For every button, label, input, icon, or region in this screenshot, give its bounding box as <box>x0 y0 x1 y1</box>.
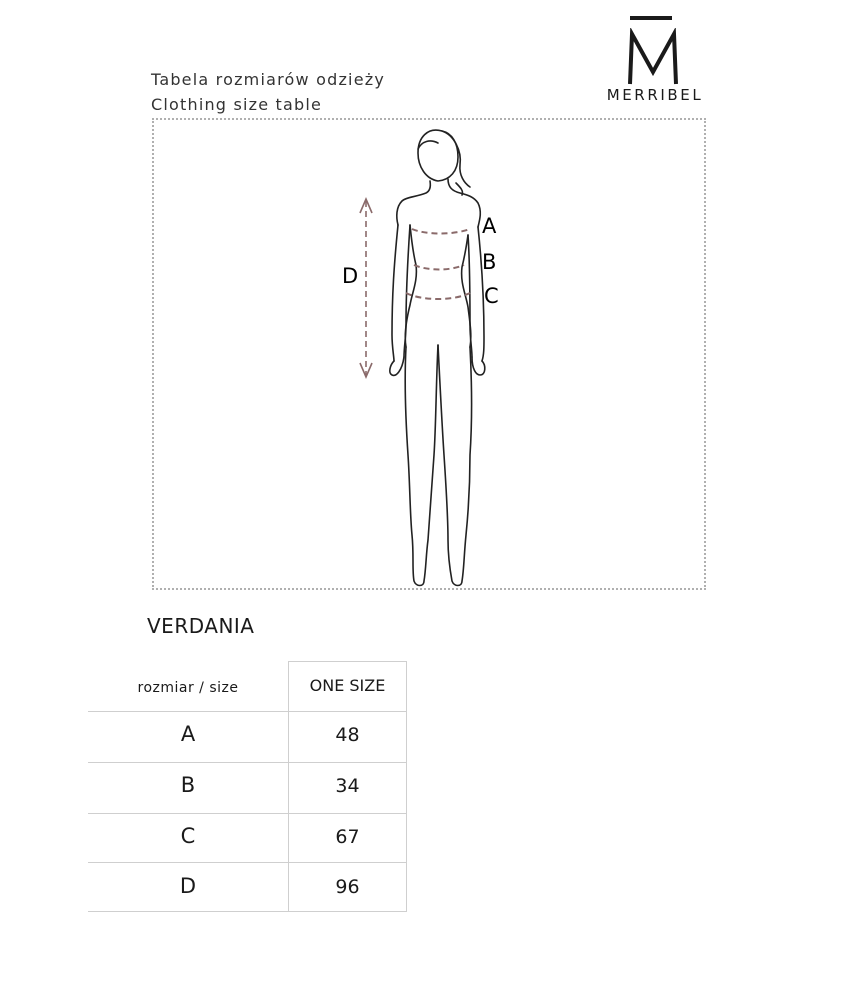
title-polish: Tabela rozmiarów odzieży <box>151 70 386 89</box>
brand-name: MERRIBEL <box>606 86 704 104</box>
logo-m-icon <box>622 28 684 86</box>
measure-line-b <box>414 265 464 270</box>
body-outline <box>390 130 485 585</box>
table-row-divider <box>88 762 406 763</box>
table-header-size-label: rozmiar / size <box>137 680 239 696</box>
measure-line-c <box>406 293 470 299</box>
measure-arrow-d <box>360 199 372 377</box>
table-row-label-a: A <box>180 722 196 746</box>
table-header-one-size: ONE SIZE <box>309 676 386 695</box>
table-row-value-d: 96 <box>335 876 360 898</box>
label-a: A <box>482 214 497 238</box>
table-row-value-a: 48 <box>335 724 360 746</box>
label-b: B <box>482 250 497 274</box>
title-english: Clothing size table <box>151 95 323 114</box>
table-row-divider <box>88 862 406 863</box>
product-name: VERDANIA <box>147 614 255 638</box>
table-top-border <box>288 661 406 662</box>
table-row-value-b: 34 <box>335 775 360 797</box>
logo-overline <box>630 16 672 20</box>
table-row-label-c: C <box>180 824 196 848</box>
table-row-label-d: D <box>179 874 197 898</box>
table-row-divider <box>88 813 406 814</box>
label-d: D <box>342 264 359 288</box>
table-row-value-c: 67 <box>335 826 360 848</box>
table-row-label-b: B <box>180 773 196 797</box>
table-bottom-border <box>88 911 406 912</box>
body-figure-diagram <box>330 125 530 590</box>
measure-line-a <box>412 229 470 234</box>
table-col-divider-right <box>406 661 407 912</box>
table-row-divider <box>88 711 406 712</box>
label-c: C <box>484 284 499 308</box>
